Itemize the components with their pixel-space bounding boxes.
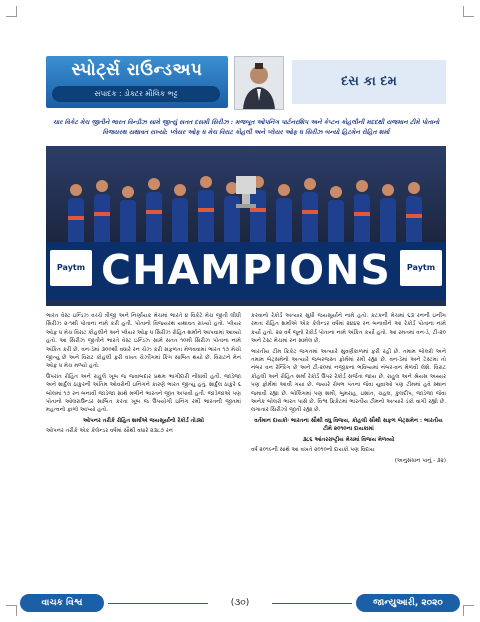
article-paragraph: કરવાનો રેકોર્ડ અત્યાર સુધી જયસૂર્યાને નામે હતો. કટકની મેચમાં ૬૩ રનની ઇનીંગ રમતા રોહિત શર્માએ એક કેલેન્ડર વર્ષમાં ૨૪૪૨ રન બનાવીને આ રેકોર્ડ પોતાના નામે કર્યો હતો. ૨૨ વર્ષ જૂનો રેકોર્ડ પોતાના નામે અંકિત કર્યો હતો. આ રમતમાં વન-ડે, ટી-૨૦ અને ટેસ્ટ મેચમાં રન સામેલ છે. bbox=[251, 313, 446, 345]
author-portrait-icon bbox=[235, 57, 283, 109]
page-footer bbox=[20, 592, 460, 614]
article-paragraph: ભારત વેસ્ટ ઇન્ડિઝ વચ્ચે ત્રીજી અને નિર્ણાયક મેચમાં ભારતે ૪ વિકેટે મેચ જીતી લીધી સિરીઝ ૨-૧થી પોતાના નામે કરી હતી. પોતાનો વિજયરથ યથાવત રાખ્યો હતો. પ્લેયર ઓફ ધ મેચ વિરાટ કોહલીને અને પ્લેયર ઓફ ધ સિરીઝ રોહિત શર્માને આપવામાં આવ્યો હતો. આ સિરીઝ જીતીને ભારતે વેસ્ટ ઇન્ડિઝ સામે સતત ૧૦મી સિરીઝ પોતાના નામે અંકિત કરી છે. વન-ડેમાં ૩૦૦થી વધારે રન ચેઝ કરી સફળતા મેળવવામાં ભારત ૧૭ મેચો જીત્યું છે અને વિરાટ કોહલી ફરી વખત ચેઝીંગમાં કિંગ સાબિત થયો છે. વિરાટને મેન ઓફ ધ મેચ મળ્યો હતો. bbox=[46, 313, 241, 370]
sponsor-logo-right: Paytm bbox=[400, 250, 442, 286]
article-subhead: ૩૮૬ આંતરરાષ્ટ્રીય મેચમાં વિજય મેળવ્યો bbox=[302, 436, 395, 443]
article-body bbox=[46, 312, 446, 588]
continued-note: (અનુસંધાન પાનું - ૩૨) bbox=[394, 457, 446, 464]
article-paragraph: ઓપનર તરીકે એક કેલેન્ડર વર્ષમાં સૌથી વધારે ૨૩૮૭ રન bbox=[46, 428, 173, 435]
crop-mark-top-left bbox=[6, 6, 17, 17]
article-column-right bbox=[251, 312, 446, 467]
article-subhead: ઓપનર તરીકે રોહિત શર્માએ જયસૂર્યાનો રેકોર્ડ તોડ્યો bbox=[83, 417, 204, 424]
column-banner bbox=[46, 56, 228, 108]
footer-rule bbox=[272, 603, 352, 604]
article-column-left bbox=[46, 312, 241, 438]
column-header bbox=[46, 56, 446, 112]
headline: ચાર વિકેટ મેચ જીતીને ભારત વિન્ડીઝ સામે જીત્યું સતત દસમી સિરીઝ : મજબૂત ઓપનિંગ પાર્ટનરશિપ અને કેપ્ટન કોહલીની મદદથી યજમાન ટીમે પોતાનો વિજયરથ યથાવત રાખ્યો: પ્લેયર ઓફ ધ મેચ વિરાટ કોહલી અને પ્લેયર ઓફ ધ સિરીઝ બન્યો હિટમેન રોહિત શર્મા bbox=[52, 119, 440, 136]
team-players-illustration bbox=[46, 146, 446, 256]
article-paragraph: વર્ષ ૨૦૧૯ની સાથે આ વખતે ૨૦૧૦નો દાયકો પણ વિદાય bbox=[251, 447, 375, 454]
champions-text: CHAMPIONS bbox=[101, 246, 391, 294]
page-number: (૩૦) bbox=[230, 598, 250, 608]
crop-mark-bottom-left bbox=[6, 605, 17, 616]
column-author: સંપાદક : ડોક્ટર મૌલિક ભટ્ટ bbox=[52, 86, 220, 102]
champions-photo bbox=[46, 146, 446, 306]
article-paragraph: ઉપરાંત રોહિત અને રાહુલે ખૂબ જ જવાબદાર પ્રથમ ભાગીદારી નોંધાવી હતી. જાડેજા અને શાર્દુલ ઠાકુરની અંતિમ ઓવરોની ઇનિંગને કારણે ભારત જીત્યું હતું. શાર્દુલ ઠાકુરે ૬ બોલમાં ૧૭ રન બનાવી જાડેજા સાથે મળીને ભારતને જીત અપાવી હતી. જાડેજાએ પણ પોતાનો ઓલરાઉન્ડર સાબિત કરતા ખૂબ જ ઉપયોગી ઇનિંગ રમી ભારતની જીતમાં મહત્વનો ફાળો આપ્યો હતો. bbox=[46, 373, 241, 414]
footer-rule bbox=[108, 603, 208, 604]
column-title: સ્પોર્ટ્સ રાઉન્ડઅપ bbox=[71, 60, 203, 80]
crop-mark-top-right bbox=[463, 6, 474, 17]
issue-date: જાન્યુઆરી, ૨૦૨૦ bbox=[356, 594, 460, 612]
article-paragraph: ભારતીય ટીમ ક્રિકેટ જગતમાં અત્યારે સુવર્ણકાળમાં ફરી રહી છે. તમામ બોલરો અને તમામ બેટ્સમેનો અત્યારે જબરજસ્ત ફોર્મમાં રમી રહ્યા છે. વન-ડેમાં અને ટેસ્ટમાં તો નંબર વન રેન્કિંગ છે અને ટી-૨૦માં નજીકના ભવિષ્યમાં નંબર-વન મેળવી લેશે. વિરાટ કોહલી અને રોહિત શર્મા રેકોર્ડ ઉપર રેકોર્ડ સર્જતા જાય છે. રાહુલ અને શ્રેયસ અય્યર પણ ફોર્મમાં આવી ગયા છે. જ્યારે રોષભ પંતના જેવા યુવાઓ પણ ટીમમાં હવે સ્થાન જમાવી રહ્યા છે. બોલિંગમાં પણ શમી, બુમરાહ, ઇશાંત, ચહલ, કુલદીપ, જાડેજા જેવા અનેક બોલરો ભારત પાસે છે. વિશ્વ ક્રિકેટમાં ભારતીય ટીમનો અત્યારે ડંકો વાગી રહ્યો છે. લગાતાર સિરીઝો જીતી રહ્યા છે. bbox=[251, 348, 446, 414]
article-subhead: વર્તમાન દાયકોઃ ભારતના સૌથી વધુ વિજય, કોહલી સૌથી સફળ બેટ્સમેન : ભારતીય ટીમે ૨૦૧૦ના દાયકામાં bbox=[254, 417, 443, 433]
section-title: દસ કા દમ bbox=[292, 60, 446, 104]
crop-mark-bottom-right bbox=[463, 605, 474, 616]
sponsor-logo-left: Paytm bbox=[50, 250, 92, 286]
magazine-name: વાચક વિશ્વ bbox=[20, 594, 104, 612]
author-photo bbox=[234, 56, 284, 110]
